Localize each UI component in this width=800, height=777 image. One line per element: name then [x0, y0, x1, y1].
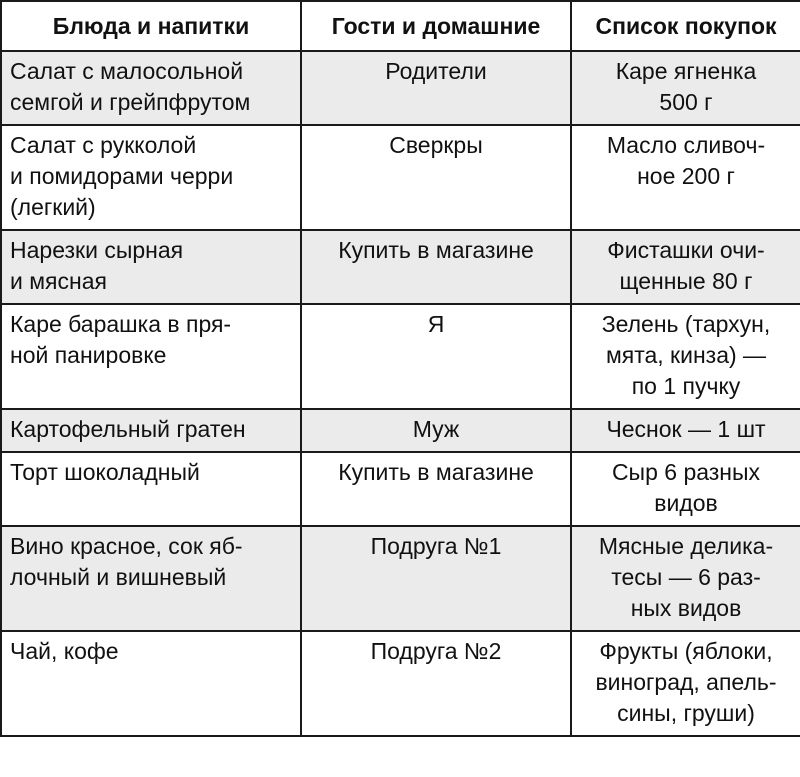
- shopping-cell: Мясные делика- тесы — 6 раз- ных видов: [571, 526, 800, 631]
- shopping-cell: Фрукты (яблоки, виноград, апель- сины, груши): [571, 631, 800, 736]
- table-row: [1, 526, 800, 631]
- dish-cell: Картофельный гратен: [1, 409, 301, 452]
- table-row: [1, 409, 800, 452]
- dish-cell: Нарезки сырная и мясная: [1, 230, 301, 304]
- header-row: [1, 1, 800, 51]
- header-shopping: Список покупок: [571, 1, 800, 51]
- shopping-cell: Фисташки очи- щенные 80 г: [571, 230, 800, 304]
- table-row: [1, 304, 800, 409]
- shopping-cell: Сыр 6 разных видов: [571, 452, 800, 526]
- dish-cell: Чай, кофе: [1, 631, 301, 736]
- guest-cell: Купить в магазине: [301, 230, 571, 304]
- guest-cell: Сверкры: [301, 125, 571, 230]
- dish-cell: Салат с рукколой и помидорами черри (легкий): [1, 125, 301, 230]
- table-row: [1, 631, 800, 736]
- header-guests: Гости и домашние: [301, 1, 571, 51]
- dish-cell: Торт шоколадный: [1, 452, 301, 526]
- dish-cell: Салат с малосольной семгой и грейпфрутом: [1, 51, 301, 125]
- table-row: [1, 452, 800, 526]
- guest-cell: Я: [301, 304, 571, 409]
- shopping-cell: Зелень (тархун, мята, кинза) — по 1 пучку: [571, 304, 800, 409]
- dish-cell: Вино красное, сок яб- лочный и вишневый: [1, 526, 301, 631]
- table-row: [1, 51, 800, 125]
- header-dishes: Блюда и напитки: [1, 1, 301, 51]
- shopping-cell: Каре ягненка 500 г: [571, 51, 800, 125]
- guest-cell: Родители: [301, 51, 571, 125]
- guest-cell: Муж: [301, 409, 571, 452]
- guest-cell: Подруга №1: [301, 526, 571, 631]
- guest-cell: Подруга №2: [301, 631, 571, 736]
- shopping-cell: Масло сливоч- ное 200 г: [571, 125, 800, 230]
- table-row: [1, 125, 800, 230]
- shopping-cell: Чеснок — 1 шт: [571, 409, 800, 452]
- table-row: [1, 230, 800, 304]
- dish-cell: Каре барашка в пря- ной панировке: [1, 304, 301, 409]
- guest-cell: Купить в магазине: [301, 452, 571, 526]
